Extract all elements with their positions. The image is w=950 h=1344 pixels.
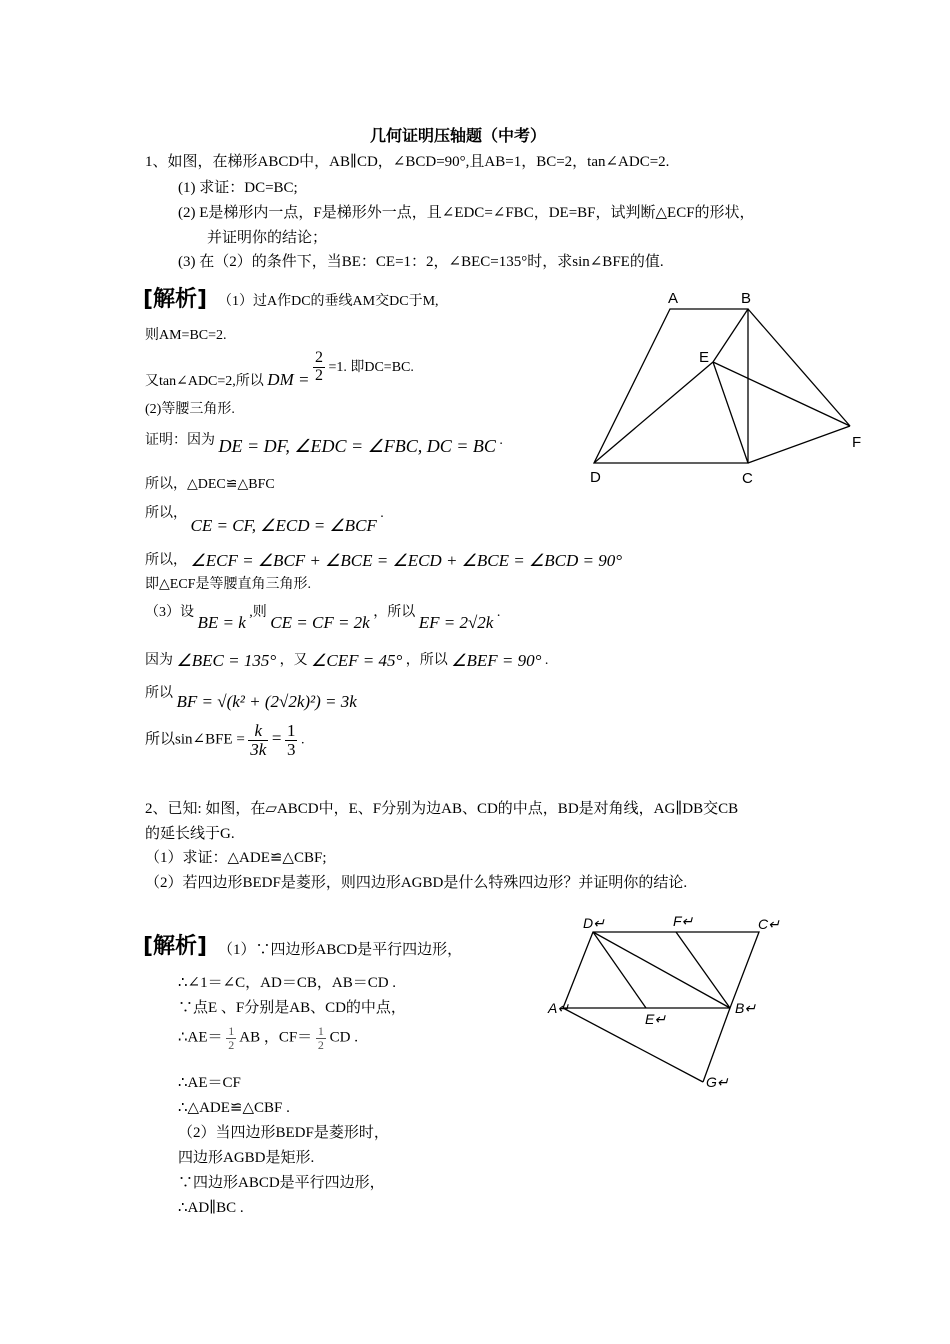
label-c: C↵ [758, 916, 780, 932]
line7-post: . [380, 506, 384, 521]
half-denominator: 2 [228, 1037, 235, 1052]
trapezoid-abcd [594, 309, 748, 463]
segment-ag [563, 1008, 703, 1082]
segment-ef [713, 362, 850, 426]
line8-math: ∠ECF = ∠BCF + ∠BCE = ∠ECD + ∠BCE = ∠BCD = 90° [190, 551, 622, 570]
segment-fb [676, 932, 730, 1008]
problem1-q2a: (2) E是梯形内一点，F是梯形外一点，且∠EDC=∠FBC，DE=BF，试判断△ECF的形状， [178, 205, 755, 221]
label-e: E↵ [645, 1011, 667, 1027]
solution1-line6: 所以，△DEC≌△BFC [145, 477, 275, 492]
line8-pre: 所以， [145, 553, 187, 568]
label-b: B [741, 290, 752, 307]
solution1-line1: （1）过A作DC的垂线AM交DC于M, [218, 294, 439, 309]
solution1-line10 [145, 601, 501, 632]
problem2-q2: （2）若四边形BEDF是菱形，则四边形AGBD是什么特殊四边形？并证明你的结论. [145, 875, 688, 891]
diagonal-db [593, 932, 730, 1008]
fraction-numerator: 2 [314, 349, 323, 366]
line13-pre: 所以sin∠BFE = [145, 731, 245, 748]
line13-fraction1 [248, 722, 268, 759]
solution2-line7: （2）当四边形BEDF是菱形时， [178, 1125, 389, 1141]
line10-mid2: ，所以 [373, 605, 416, 620]
half-fraction-ab [226, 1025, 236, 1051]
fraction-denominator: 2 [314, 366, 323, 384]
line12-pre: 所以 [145, 686, 173, 701]
line3-dm: DM = [267, 369, 310, 389]
trapezoid-figure [580, 284, 870, 489]
solution1-line3 [145, 349, 414, 389]
solution2-line6: ∴△ADE≌△CBF . [178, 1100, 290, 1116]
solution2-line10: ∴AD∥BC . [178, 1200, 244, 1216]
line11-math3: ∠BEF = 90° [451, 651, 542, 670]
parallelogram-figure [540, 906, 795, 1092]
solution1-heading: [解析] [143, 287, 208, 312]
line12-math: BF = √(k² + (2√2k)²) = 3k [176, 692, 357, 711]
label-c: C [742, 470, 753, 487]
label-a: A [668, 290, 679, 307]
line5-pre: 证明：因为 [145, 433, 215, 448]
line11-pre: 因为 [145, 653, 173, 668]
line7-pre: 所以， [145, 506, 187, 521]
label-f: F [852, 434, 862, 451]
problem1-stem: 1、如图，在梯形ABCD中，AB∥CD，∠BCD=90°,且AB=1，BC=2，tan∠ADC=2. [145, 154, 670, 170]
solution2-heading: [解析] [143, 934, 208, 959]
solution2-line3: ∵点E 、F分别是AB、CD的中点， [178, 1000, 406, 1016]
label-a: A↵ [548, 1000, 570, 1016]
problem2-q1: （1）求证：△ADE≌△CBF; [145, 850, 327, 866]
solution2-line5: ∴AE＝CF [178, 1075, 241, 1091]
line7-math: CE = CF, ∠ECD = ∠BCF [190, 516, 377, 535]
half-numerator-2: 1 [317, 1024, 324, 1038]
fraction2-numerator: 1 [286, 721, 296, 740]
line5-post: . [499, 433, 503, 448]
line5-math: DE = DF, ∠EDC = ∠FBC, DC = BC [218, 436, 496, 456]
line13-eq: = [271, 728, 282, 748]
label-d: D [590, 469, 601, 486]
label-g: G↵ [706, 1074, 729, 1090]
problem1-q1: (1) 求证：DC=BC; [178, 180, 298, 196]
label-d: D↵ [583, 915, 605, 931]
segment-bf [748, 309, 850, 426]
line10-math2: CE = CF = 2k [270, 613, 370, 632]
fraction1-numerator: k [248, 722, 268, 741]
solution1-line7 [145, 502, 384, 535]
solution1-line2: 则AM=BC=2. [145, 328, 227, 343]
solution1-line5 [145, 428, 503, 456]
segment-de [593, 932, 646, 1008]
line4-mid: AB ，CF＝ [239, 1029, 313, 1046]
solution2-line9: ∵四边形ABCD是平行四边形， [178, 1175, 385, 1191]
line11-mid2: ，所以 [405, 653, 448, 668]
solution2-line4 [178, 1025, 358, 1051]
solution1-line4: (2)等腰三角形. [145, 402, 235, 417]
problem1-q3: (3) 在（2）的条件下，当BE：CE=1：2，∠BEC=135°时，求sin∠BFE的值. [178, 254, 664, 270]
solution1-line8 [145, 549, 622, 570]
line10-post: . [496, 605, 501, 620]
page-title: 几何证明压轴题（中考） [370, 126, 547, 145]
problem1-q2b: 并证明你的结论； [207, 230, 328, 246]
line13-fraction2 [285, 722, 298, 759]
segment-ec [713, 362, 748, 463]
half-denominator-2: 2 [317, 1037, 324, 1052]
line11-post: . [544, 653, 549, 668]
problem2-stem1: 2、已知: 如图，在▱ABCD中，E、F分别为边AB、CD的中点，BD是对角线，AG∥DB交CB [145, 801, 739, 817]
solution1-line13 [145, 722, 304, 759]
line3-fraction [313, 350, 325, 385]
solution1-line12 [145, 682, 357, 711]
segment-bg [703, 1008, 730, 1082]
line10-math1: BE = k [197, 613, 246, 632]
fraction1-denominator: 3k [250, 739, 267, 759]
solution1-line11 [145, 649, 548, 670]
label-f: F↵ [673, 913, 694, 929]
line4-pre: ∴AE＝ [178, 1029, 223, 1046]
line10-pre: （3）设 [145, 605, 194, 620]
solution2-line8: 四边形AGBD是矩形. [178, 1150, 315, 1166]
line11-math1: ∠BEC = 135° [176, 651, 277, 670]
line3-post: =1. 即DC=BC. [328, 359, 414, 375]
line3-pre: 又tan∠ADC=2,所以 [145, 373, 264, 389]
line10-math3: EF = 2√2k [418, 613, 494, 632]
segment-eb [713, 309, 748, 362]
fraction2-denominator: 3 [286, 739, 296, 759]
label-b: B↵ [735, 1000, 757, 1016]
half-numerator: 1 [228, 1024, 235, 1038]
solution1-line9: 即△ECF是等腰直角三角形. [145, 577, 311, 592]
line11-math2: ∠CEF = 45° [311, 651, 403, 670]
segment-de [594, 362, 713, 463]
line4-post: CD . [329, 1029, 359, 1046]
solution2-line2: ∴∠1＝∠C，AD＝CB，AB＝CD . [178, 975, 397, 991]
half-fraction-cd [316, 1025, 326, 1051]
problem2-stem2: 的延长线于G. [145, 826, 235, 842]
line11-mid: ，又 [279, 653, 308, 668]
segment-cf [748, 426, 850, 463]
label-e: E [699, 349, 710, 366]
line10-mid: ,则 [249, 605, 267, 620]
line13-post: . [300, 732, 305, 748]
solution2-line1: （1）∵四边形ABCD是平行四边形， [218, 942, 463, 958]
